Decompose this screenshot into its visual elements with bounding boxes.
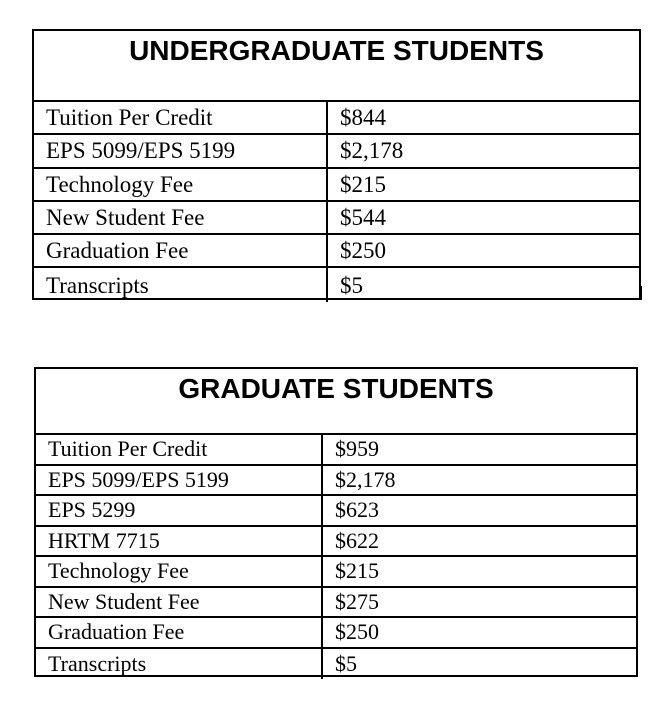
fee-label: Technology Fee [34,169,328,200]
fee-label: EPS 5099/EPS 5199 [34,135,328,166]
fee-amount: $2,178 [340,138,404,164]
fee-amount: $544 [340,205,386,231]
fee-amount: $250 [335,619,379,645]
table-row [34,235,639,268]
fee-amount: $2,178 [335,466,396,492]
fee-label: Tuition Per Credit [36,435,323,464]
undergraduate-table-title: UNDERGRADUATE STUDENTS [34,31,639,102]
table-row [36,435,636,466]
table-row [36,649,636,680]
table-row [34,169,639,202]
graduate-table-title: GRADUATE STUDENTS [36,369,636,435]
table-row [34,102,639,135]
fee-amount: $5 [335,650,357,676]
fee-amount: $959 [335,436,379,462]
fee-label: Graduation Fee [34,235,328,266]
fee-amount: $844 [340,105,386,131]
fee-label: Tuition Per Credit [34,102,328,133]
fee-label: EPS 5099/EPS 5199 [36,466,323,495]
divider-mark [641,286,642,300]
table-row [36,466,636,497]
fee-amount: $622 [335,527,379,553]
table-row [36,588,636,619]
table-row [36,557,636,588]
fee-label: EPS 5299 [36,496,323,525]
fee-amount: $250 [340,238,386,264]
fee-amount: $623 [335,497,379,523]
fee-label: New Student Fee [34,202,328,233]
fee-amount: $215 [340,171,386,197]
fee-amount: $275 [335,588,379,614]
fee-label: Transcripts [36,649,323,680]
undergraduate-fees-table [32,29,641,300]
fee-amount: $5 [340,272,363,298]
fee-label: HRTM 7715 [36,527,323,556]
table-row [34,135,639,168]
fee-label: Technology Fee [36,557,323,586]
graduate-fees-table [34,367,638,677]
table-row [36,496,636,527]
fee-amount: $215 [335,558,379,584]
table-row [34,268,639,301]
fee-label: Transcripts [34,268,328,301]
fee-label: Graduation Fee [36,618,323,647]
table-row [36,618,636,649]
table-row [36,527,636,558]
fee-label: New Student Fee [36,588,323,617]
table-row [34,202,639,235]
